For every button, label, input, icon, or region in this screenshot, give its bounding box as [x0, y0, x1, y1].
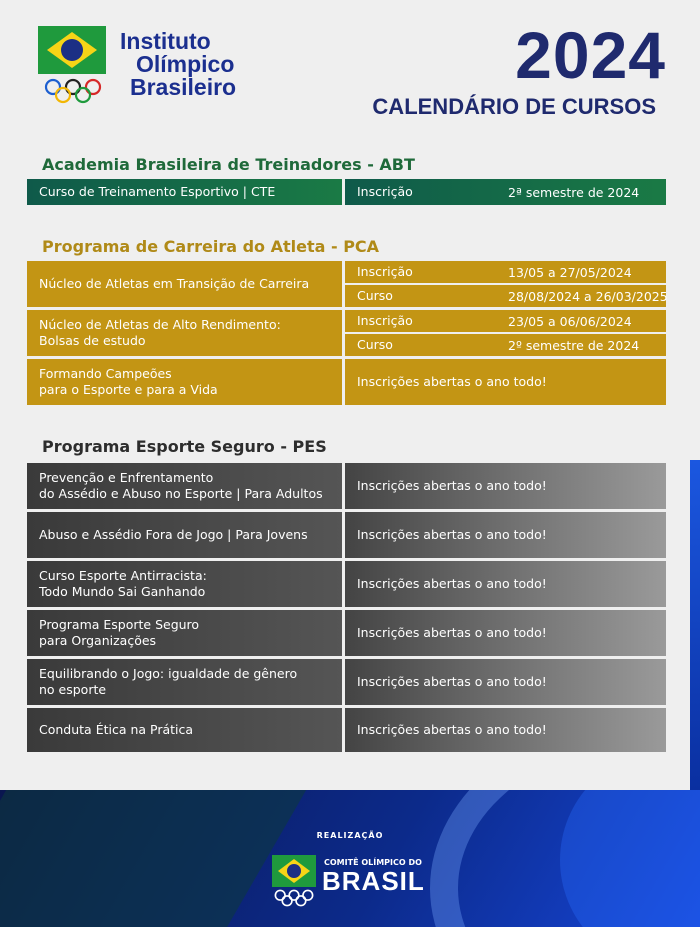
- brazil-flag-icon: [272, 855, 316, 887]
- pes-row-name-cell: [27, 512, 342, 558]
- logo-line1: Instituto: [120, 28, 211, 54]
- abt-course-cell: [27, 179, 342, 205]
- pca-row1-label-b: Curso: [357, 288, 393, 303]
- abt-label: Inscrição: [357, 184, 413, 199]
- iob-logo: [38, 26, 268, 110]
- pes-row5-line2: no esporte: [39, 682, 107, 697]
- pes-row5-line1: Equilibrando o Jogo: igualdade de gênero: [39, 666, 298, 681]
- abt-section-title: Academia Brasileira de Treinadores - ABT: [42, 155, 415, 174]
- pes-row-name-cell: [27, 659, 342, 705]
- pes-row4-line2: para Organizações: [39, 633, 157, 648]
- pes-row4-value: Inscrições abertas o ano todo!: [357, 625, 547, 640]
- calendar-subtitle: CALENDÁRIO DE CURSOS: [372, 94, 656, 119]
- olympic-rings-icon: [44, 78, 102, 104]
- cob-name-small: COMITÊ OLÍMPICO DO: [324, 858, 422, 867]
- pca-row1-label-a: Inscrição: [357, 264, 413, 279]
- cob-name-big: BRASIL: [322, 866, 425, 896]
- pca-row1-value-a: 13/05 a 27/05/2024: [508, 265, 632, 280]
- pca-row1-value-b: 28/08/2024 a 26/03/2025: [508, 289, 668, 304]
- pca-row2-label-b: Curso: [357, 337, 393, 352]
- pes-row-value-cell: [345, 610, 666, 656]
- pes-row-name-cell: [27, 463, 342, 509]
- pca-row3-name-line1: Formando Campeões: [39, 366, 172, 381]
- pca-row2-name-cell: [27, 310, 342, 356]
- pca-row3-value: Inscrições abertas o ano todo!: [357, 374, 547, 389]
- pca-row3-value-cell: [345, 359, 666, 405]
- pca-row2-label-a: Inscrição: [357, 313, 413, 328]
- pca-section-title: Programa de Carreira do Atleta - PCA: [42, 237, 380, 256]
- logo-text: [120, 30, 236, 99]
- pca-row3-name-cell: [27, 359, 342, 405]
- pca-row2-name-line2: Bolsas de estudo: [39, 333, 146, 348]
- abt-course-name: Curso de Treinamento Esportivo | CTE: [39, 184, 276, 199]
- pes-row-name-cell: [27, 610, 342, 656]
- abt-value: 2ª semestre de 2024: [508, 185, 640, 200]
- pes-row1-line1: Prevenção e Enfrentamento: [39, 470, 214, 485]
- pes-row2-value: Inscrições abertas o ano todo!: [357, 527, 547, 542]
- pca-row2-value-a: 23/05 a 06/06/2024: [508, 314, 632, 329]
- pes-row2-line1: Abuso e Assédio Fora de Jogo | Para Jovens: [39, 527, 308, 542]
- pes-row6-line1: Conduta Ética na Prática: [39, 722, 194, 737]
- decorative-strip: [690, 460, 700, 790]
- realizacao-label: REALIZAÇÃO: [316, 831, 384, 840]
- pes-row3-line2: Todo Mundo Sai Ganhando: [39, 584, 206, 599]
- pca-row1-name-cell: [27, 261, 342, 307]
- pes-row-value-cell: [345, 708, 666, 752]
- pes-row5-value: Inscrições abertas o ano todo!: [357, 674, 547, 689]
- pca-row2-value-b: 2º semestre de 2024: [508, 338, 640, 353]
- pes-row1-line2: do Assédio e Abuso no Esporte | Para Adultos: [39, 486, 323, 501]
- pes-row-value-cell: [345, 463, 666, 509]
- brazil-flag-icon: [38, 26, 106, 74]
- pca-row1-name: Núcleo de Atletas em Transição de Carreira: [39, 276, 310, 291]
- pes-row-name-cell: [27, 561, 342, 607]
- pes-section-title: Programa Esporte Seguro - PES: [42, 437, 327, 456]
- pes-row3-line1: Curso Esporte Antirracista:: [39, 568, 207, 583]
- pca-row3-name-line2: para o Esporte e para a Vida: [39, 382, 218, 397]
- pes-row3-value: Inscrições abertas o ano todo!: [357, 576, 547, 591]
- logo-line2: Olímpico: [136, 51, 235, 77]
- pes-row1-value: Inscrições abertas o ano todo!: [357, 478, 547, 493]
- cob-logo: [272, 855, 432, 911]
- logo-line3: Brasileiro: [130, 74, 237, 100]
- olympic-rings-icon: [274, 889, 314, 907]
- pes-row-name-cell: [27, 708, 342, 752]
- year-title: 2024: [515, 18, 666, 92]
- pes-row-value-cell: [345, 659, 666, 705]
- pes-row-value-cell: [345, 561, 666, 607]
- pes-row4-line1: Programa Esporte Seguro: [39, 617, 200, 632]
- pes-row-value-cell: [345, 512, 666, 558]
- pca-row2-name-line1: Núcleo de Atletas de Alto Rendimento:: [39, 317, 281, 332]
- pes-row6-value: Inscrições abertas o ano todo!: [357, 722, 547, 737]
